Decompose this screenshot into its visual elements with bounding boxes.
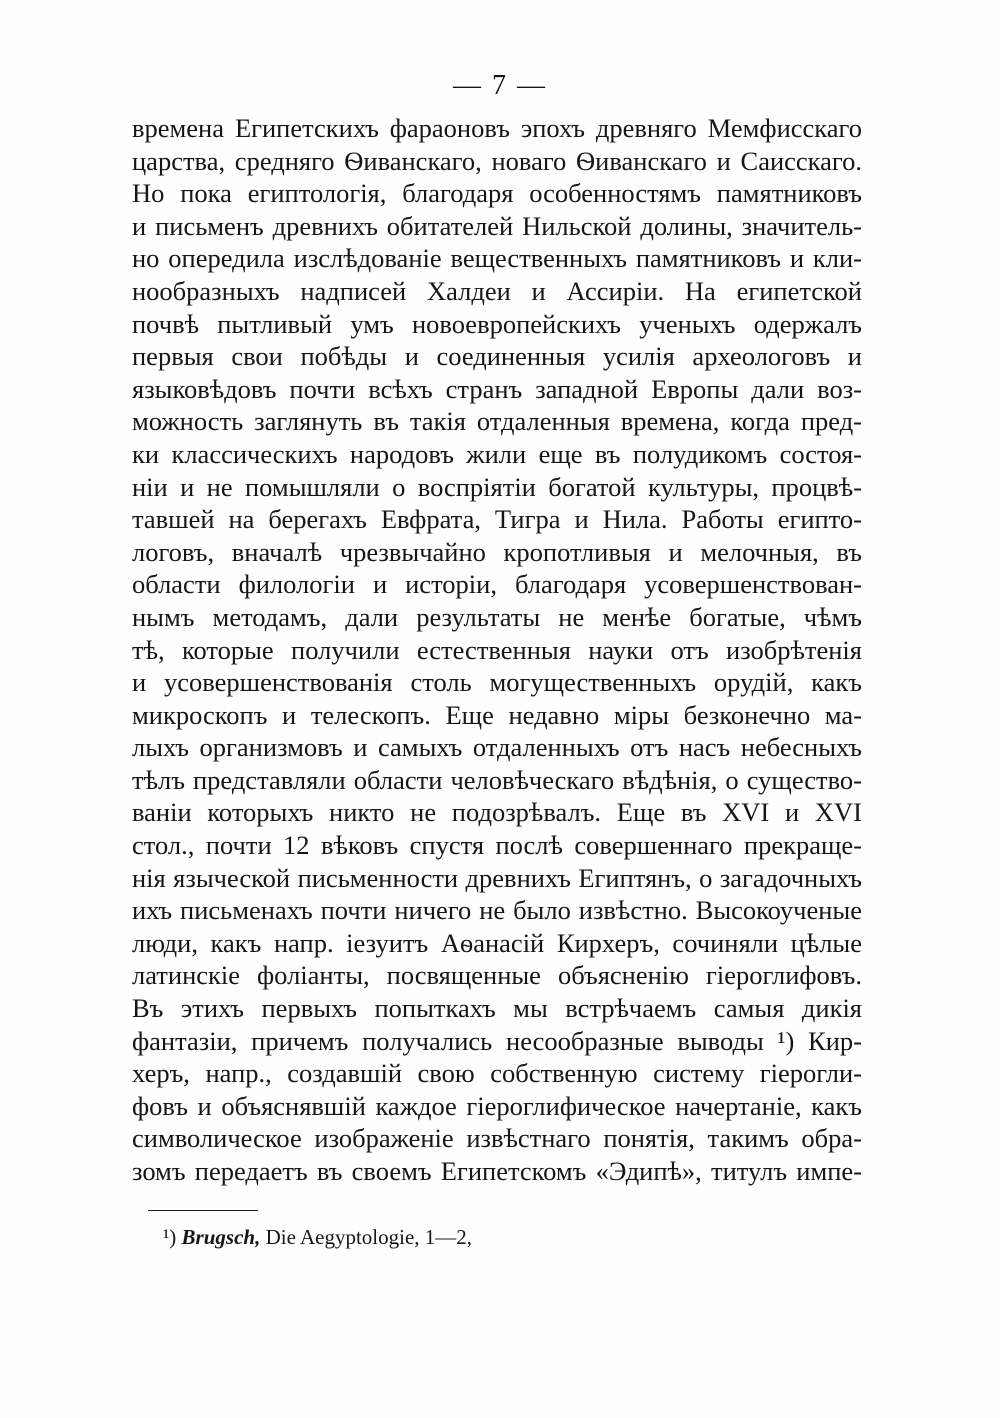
text-line: можность заглянуть въ такія отдаленныя времена, когда пред-	[132, 406, 862, 437]
text-line: логовъ, вначалѣ чрезвычайно кропотливыя и мелочныя, въ	[132, 536, 862, 567]
text-line: языковѣдовъ почти всѣхъ странъ западной Европы дали воз-	[132, 373, 862, 404]
text-line: латинскіе фоліанты, посвященные объясненію гіероглифовъ.	[132, 960, 862, 991]
text-line: но опередила изслѣдованіе вещественныхъ памятниковъ и кли-	[132, 243, 862, 274]
text-line: фовъ и объяснявшій каждое гіероглифическое начертаніе, какъ	[132, 1090, 862, 1121]
footnote-marker: ¹)	[163, 1225, 177, 1249]
text-line: стол., почти 12 вѣковъ спустя послѣ совершеннаго прекраще-	[132, 830, 862, 861]
text-line: люди, какъ напр. іезуитъ Аѳанасій Кирхеръ, сочиняли цѣлые	[132, 927, 862, 958]
text-line: и письменъ древнихъ обитателей Нильской долины, значитель-	[132, 210, 862, 241]
text-line: тѣлъ представляли области человѣческаго вѣдѣнія, о существо-	[132, 764, 862, 795]
text-line: нообразныхъ надписей Халдеи и Ассиріи. На египетской	[132, 275, 862, 306]
text-line: тѣ, которые получили естественныя науки отъ изобрѣтенія	[132, 634, 862, 665]
text-line: ніи и не помышляли о воспріятіи богатой культуры, процвѣ-	[132, 471, 862, 502]
text-line: ки классическихъ народовъ жили еще въ полудикомъ состоя-	[132, 438, 862, 469]
text-line: почвѣ пытливый умъ новоевропейскихъ ученыхъ одержалъ	[132, 308, 862, 339]
text-line: первыя свои побѣды и соединенныя усилія археологовъ и	[132, 341, 862, 372]
text-line: нымъ методамъ, дали результаты не менѣе богатые, чѣмъ	[132, 601, 862, 632]
text-line: херъ, напр., создавшій свою собственную систему гіерогли-	[132, 1058, 862, 1089]
text-line: символическое изображеніе извѣстнаго понятія, такимъ обра-	[132, 1123, 862, 1154]
text-line: фантазіи, причемъ получались несообразные выводы ¹) Кир-	[132, 1025, 862, 1056]
footnote-divider	[148, 1210, 258, 1211]
text-line: Но пока египтологія, благодаря особенностямъ памятниковъ	[132, 178, 862, 209]
body-text	[132, 112, 862, 1188]
text-line: времена Египетскихъ фараоновъ эпохъ древняго Мемфисскаго	[132, 113, 862, 143]
text-line: тавшей на берегахъ Евфрата, Тигра и Нила. Работы египто-	[132, 504, 862, 535]
text-line: Въ этихъ первыхъ попыткахъ мы встрѣчаемъ самыя дикія	[132, 993, 862, 1024]
text-line: царства, средняго Ѳиванскаго, новаго Ѳиванскаго и Саисскаго.	[132, 145, 862, 176]
page-number: — 7 —	[453, 70, 547, 101]
footnote	[163, 1222, 472, 1252]
text-line: нія языческой письменности древнихъ Египтянъ, о загадочныхъ	[132, 862, 862, 893]
text-line: лыхъ организмовъ и самыхъ отдаленныхъ отъ насъ небесныхъ	[132, 732, 862, 763]
text-line: области филологіи и исторіи, благодаря усовершенствован-	[132, 569, 862, 600]
text-line: ваніи которыхъ никто не подозрѣвалъ. Еще въ XVI и XVI	[132, 797, 862, 828]
footnote-author: Brugsch,	[181, 1225, 261, 1249]
text-line: микроскопъ и телескопъ. Еще недавно міры безконечно ма-	[132, 699, 862, 730]
text-line: и усовершенствованія столь могущественныхъ орудій, какъ	[132, 667, 862, 698]
footnote-reference: Die Aegyptologie, 1—2,	[265, 1225, 473, 1249]
text-line: ихъ письменахъ почти ничего не было извѣстно. Высокоученые	[132, 895, 862, 926]
text-line: зомъ передаетъ въ своемъ Египетскомъ «Эдипѣ», титулъ импе-	[132, 1156, 862, 1186]
